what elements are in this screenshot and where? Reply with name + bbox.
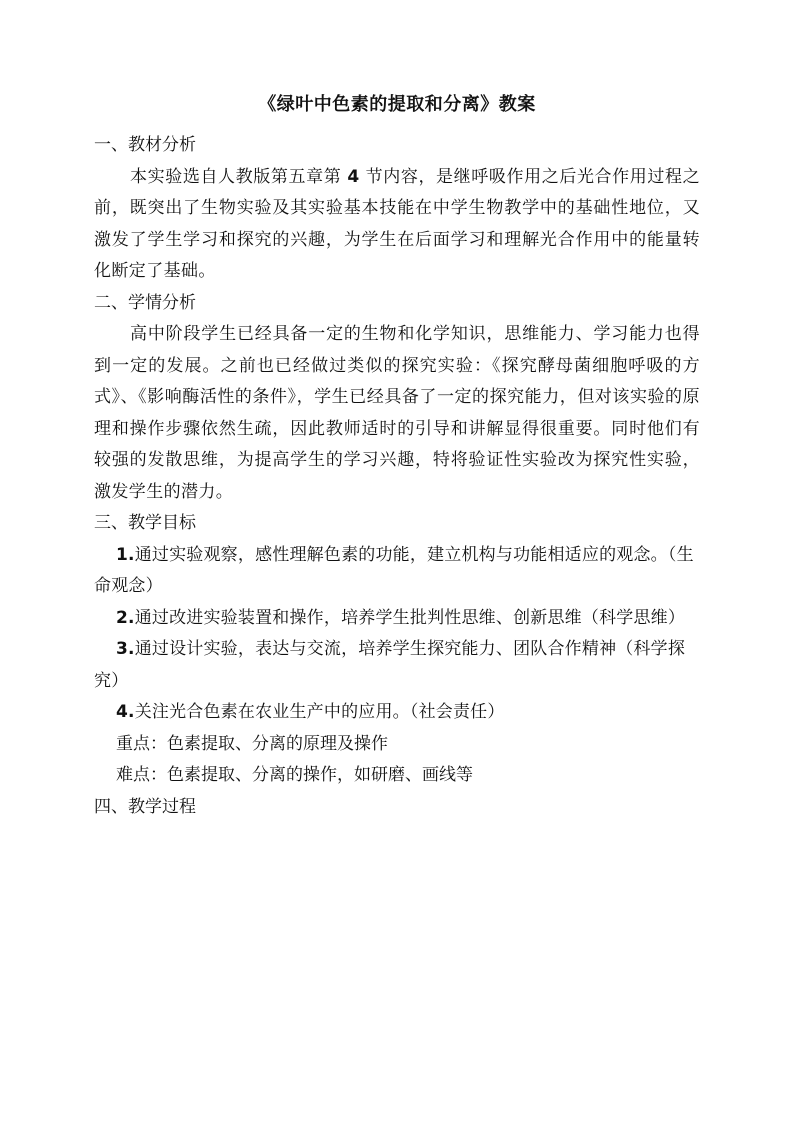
section-heading-textbook-analysis: 一、教材分析 [94,135,196,155]
paragraph-text: 本实验选自人教版第五章第 [130,166,348,187]
chapter-section-number: 4 [347,166,360,187]
goal-number: 1. [116,544,135,565]
section-heading-teaching-goals: 三、教学目标 [94,513,196,533]
goal-item [94,634,700,697]
key-point: 重点：色素提取、分离的原理及操作 [116,733,388,754]
section-heading-student-analysis: 二、学情分析 [94,292,196,313]
goal-item [94,603,700,635]
goal-item [94,540,700,603]
goal-text: 通过实验观察，感性理解色素的功能，建立机构与功能相适应的观念。（生命观念） [94,544,694,596]
goal-text: 关注光合色素在农业生产中的应用。（社会责任） [134,702,505,722]
goal-item [94,697,700,729]
section-heading-teaching-process: 四、教学过程 [94,796,196,817]
document-title: 《绿叶中色素的提取和分离》教案 [258,94,536,115]
goal-number: 3. [116,639,135,659]
goal-number: 2. [116,607,135,628]
difficult-point: 难点：色素提取、分离的操作，如研磨、画线等 [116,765,473,785]
paragraph-student-analysis: 高中阶段学生已经具备一定的生物和化学知识，思维能力、学习能力也得到一定的发展。之前也已经做过类似的探究实验：《探究酵母菌细胞呼吸的方式》、《影响酶活性的条件》，学生已经具备了一定的探究能力，但对该实验的原理和操作步骤依然生疏，因此教师适时的引导和讲解显得很重要。同时他们有较强的发散思维，为提高学生的学习兴趣，特将验证性实验改为探究性实验，激发学生的潜力。 [94,324,700,502]
goal-number: 4. [116,702,135,722]
document-body [94,130,700,823]
goal-text: 通过改进实验装置和操作，培养学生批判性思维、创新思维（科学思维） [134,607,686,628]
paragraph-text: 节内容，是继呼吸作用之后光合作用过程之前，既突出了生物实验及其实验基本技能在中学生物教学中的基础性地位，又激发了学生学习和探究的兴趣，为学生在后面学习和理解光合作用中的能量转化断定了基础。 [94,166,701,281]
goal-text: 通过设计实验，表达与交流，培养学生探究能力、团队合作精神（科学探究） [94,639,686,691]
paragraph-textbook-analysis [94,162,700,288]
